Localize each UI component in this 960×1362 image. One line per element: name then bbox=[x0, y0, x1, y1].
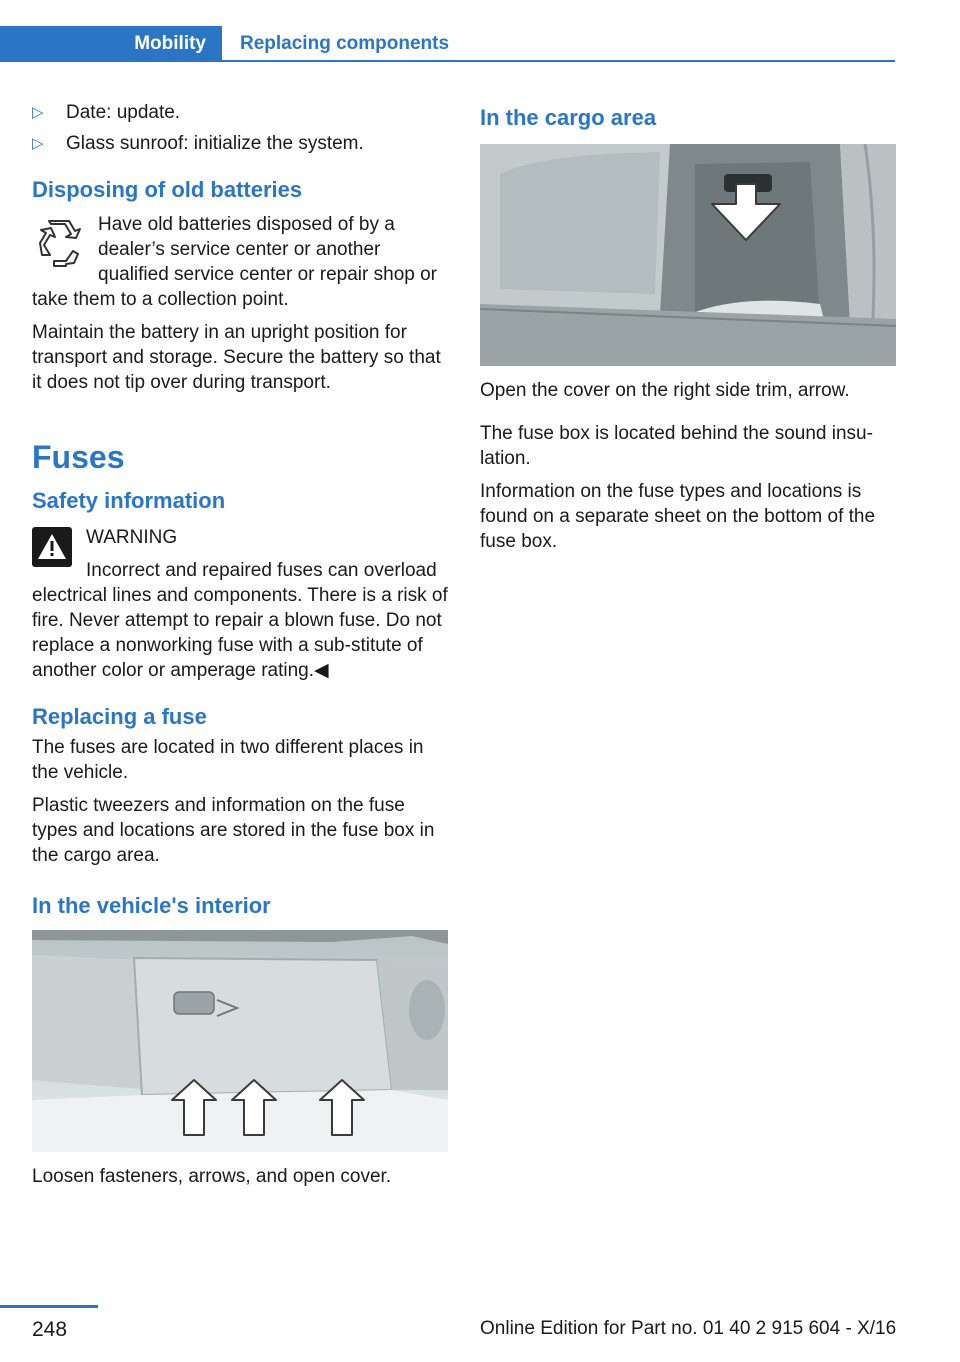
replacing-paragraph: The fuses are located in two different places in the vehicle. bbox=[32, 737, 424, 783]
disposing-heading: Disposing of old batteries bbox=[32, 177, 303, 202]
interior-fuse-cover-illustration bbox=[32, 930, 448, 1152]
footer-rule bbox=[0, 1305, 98, 1308]
replacing-paragraph-2: Plastic tweezers and information on the fuse types and locations are stored in the fuse box in the cargo area. bbox=[32, 795, 435, 866]
recycle-icon bbox=[32, 216, 84, 273]
cargo-caption: Open the cover on the right side trim, arrow. bbox=[480, 380, 850, 401]
replacing-heading: Replacing a fuse bbox=[32, 704, 207, 729]
cargo-fuse-cover-illustration bbox=[480, 144, 896, 366]
header-section-tab: Mobility bbox=[0, 26, 222, 62]
warning-icon bbox=[32, 527, 72, 572]
left-column bbox=[32, 100, 448, 1189]
interior-heading: In the vehicle's interior bbox=[32, 893, 271, 918]
edition-note: Online Edition for Part no. 01 40 2 915 604 - X/16 bbox=[480, 1318, 897, 1339]
warning-text: Incorrect and repaired fuses can overload electrical lines and components. There is a risk of fire. Never attempt to repair a blown fuse. Do not replace a nonworking fuse with a sub‐stitute of another color or amperage rating.◀ bbox=[32, 560, 448, 681]
disposing-paragraph-2: Maintain the battery in an upright position for transport and storage. Secure the battery so that it does not tip over during transport. bbox=[32, 322, 441, 393]
interior-caption: Loosen fasteners, arrows, and open cover. bbox=[32, 1166, 392, 1187]
triangle-bullet-icon: ▷ bbox=[32, 104, 44, 121]
warning-label: WARNING bbox=[86, 527, 178, 548]
safety-heading: Safety information bbox=[32, 488, 226, 513]
cargo-paragraph-2: Information on the fuse types and locations is found on a separate sheet on the bottom of the fuse box. bbox=[480, 481, 876, 552]
list-item: ▷ Glass sunroof: initialize the system. bbox=[32, 133, 364, 154]
page-number: 248 bbox=[32, 1318, 68, 1341]
triangle-bullet-icon: ▷ bbox=[32, 135, 44, 152]
right-column bbox=[480, 100, 896, 554]
cargo-heading: In the cargo area bbox=[480, 105, 657, 130]
list-item: ▷ Date: update. bbox=[32, 102, 181, 123]
header-rule bbox=[0, 60, 895, 62]
header-subsection: Replacing components bbox=[240, 33, 450, 54]
disposing-paragraph: Have old batteries disposed of by a dealer’s service center or another qualified service center or repair shop or take them to a collection point. bbox=[32, 214, 438, 310]
warning-block bbox=[32, 525, 448, 683]
cargo-paragraph: The fuse box is located behind the sound insu‐lation. bbox=[480, 423, 873, 469]
disposing-block bbox=[32, 212, 448, 312]
fuses-heading: Fuses bbox=[32, 439, 125, 475]
